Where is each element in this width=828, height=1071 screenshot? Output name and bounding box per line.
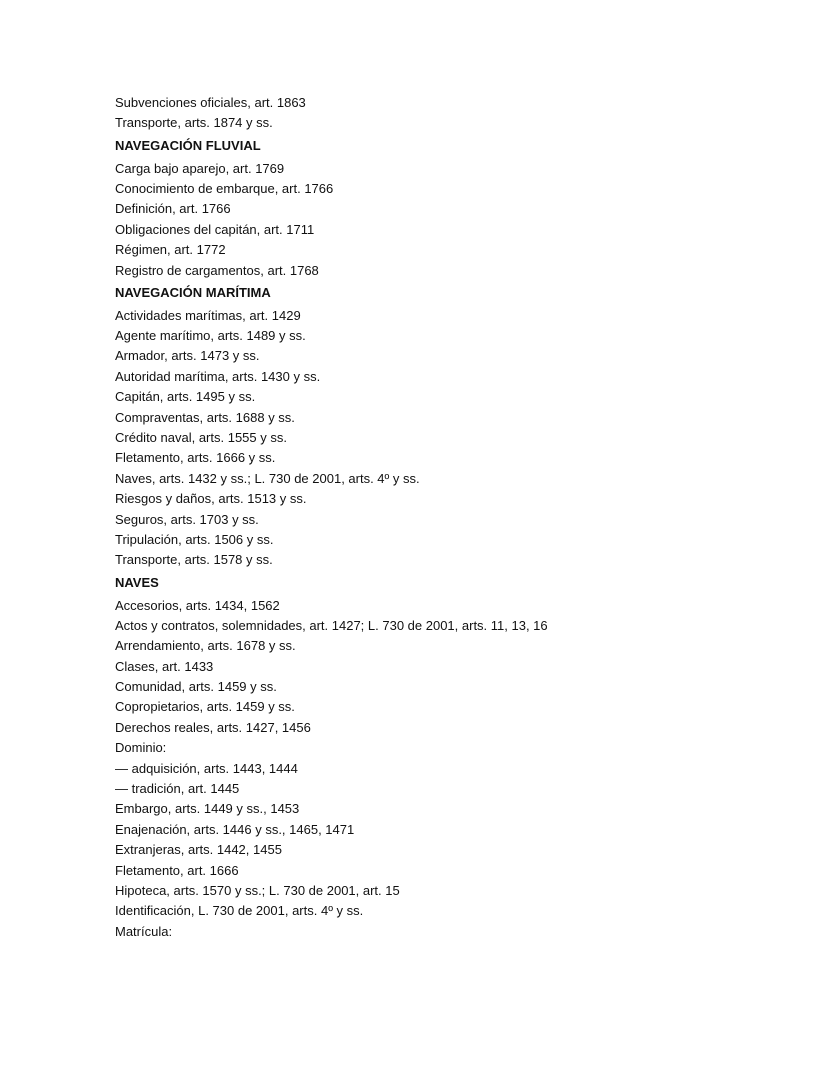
index-entry: Seguros, arts. 1703 y ss. <box>115 511 259 527</box>
index-entry: Naves, arts. 1432 y ss.; L. 730 de 2001, arts. 4º y ss. <box>115 470 420 486</box>
index-entry: Autoridad marítima, arts. 1430 y ss. <box>115 368 321 384</box>
section-heading-navegacion-maritima: NAVEGACIÓN MARÍTIMA <box>115 285 271 301</box>
index-entry: Arrendamiento, arts. 1678 y ss. <box>115 638 296 654</box>
index-entry: Fletamento, arts. 1666 y ss. <box>115 450 276 466</box>
index-entry: Capitán, arts. 1495 y ss. <box>115 389 256 405</box>
index-subentry: — tradición, art. 1445 <box>115 781 240 797</box>
index-entry: Subvenciones oficiales, art. 1863 <box>115 95 306 110</box>
index-entry: Compraventas, arts. 1688 y ss. <box>115 409 295 425</box>
index-entry: Enajenación, arts. 1446 y ss., 1465, 1471 <box>115 821 355 837</box>
index-entry: Extranjeras, arts. 1442, 1455 <box>115 842 282 858</box>
index-entry: Riesgos y daños, arts. 1513 y ss. <box>115 491 307 507</box>
section-heading-naves: NAVES <box>115 574 159 590</box>
index-entry: Clases, art. 1433 <box>115 658 214 674</box>
index-entry: Matrícula: <box>115 923 173 939</box>
index-entry: Conocimiento de embarque, art. 1766 <box>115 180 334 196</box>
index-entry: Comunidad, arts. 1459 y ss. <box>115 679 277 695</box>
index-entry: Dominio: <box>115 740 167 756</box>
index-entry: Hipoteca, arts. 1570 y ss.; L. 730 de 2001, art. 15 <box>115 882 400 898</box>
index-entry: Tripulación, arts. 1506 y ss. <box>115 531 274 547</box>
index-entry: Copropietarios, arts. 1459 y ss. <box>115 699 295 715</box>
index-entry: Fletamento, art. 1666 <box>115 862 239 878</box>
index-entry: Actividades marítimas, art. 1429 <box>115 307 301 323</box>
index-entry: Obligaciones del capitán, art. 1711 <box>115 221 315 237</box>
index-entry: Registro de cargamentos, art. 1768 <box>115 262 319 278</box>
index-entry: Definición, art. 1766 <box>115 201 231 217</box>
index-entry: Armador, arts. 1473 y ss. <box>115 348 260 364</box>
index-entry: Identificación, L. 730 de 2001, arts. 4º y ss. <box>115 903 364 919</box>
index-entry: Crédito naval, arts. 1555 y ss. <box>115 430 287 445</box>
section-heading-navegacion-fluvial: NAVEGACIÓN FLUVIAL <box>115 137 261 153</box>
index-subentry: — adquisición, arts. 1443, 1444 <box>115 760 298 776</box>
index-entry: Transporte, arts. 1578 y ss. <box>115 552 273 568</box>
index-entry: Régimen, art. 1772 <box>115 242 226 258</box>
index-entry: Embargo, arts. 1449 y ss., 1453 <box>115 801 300 817</box>
index-entry: Transporte, arts. 1874 y ss. <box>115 115 273 131</box>
index-entry: Derechos reales, arts. 1427, 1456 <box>115 719 311 735</box>
index-entry: Agente marítimo, arts. 1489 y ss. <box>115 328 306 344</box>
index-entry: Actos y contratos, solemnidades, art. 1427; L. 730 de 2001, arts. 11, 13, 16 <box>115 617 548 633</box>
index-entry: Accesorios, arts. 1434, 1562 <box>115 597 280 613</box>
index-page <box>115 93 795 942</box>
index-entry: Carga bajo aparejo, art. 1769 <box>115 160 285 176</box>
